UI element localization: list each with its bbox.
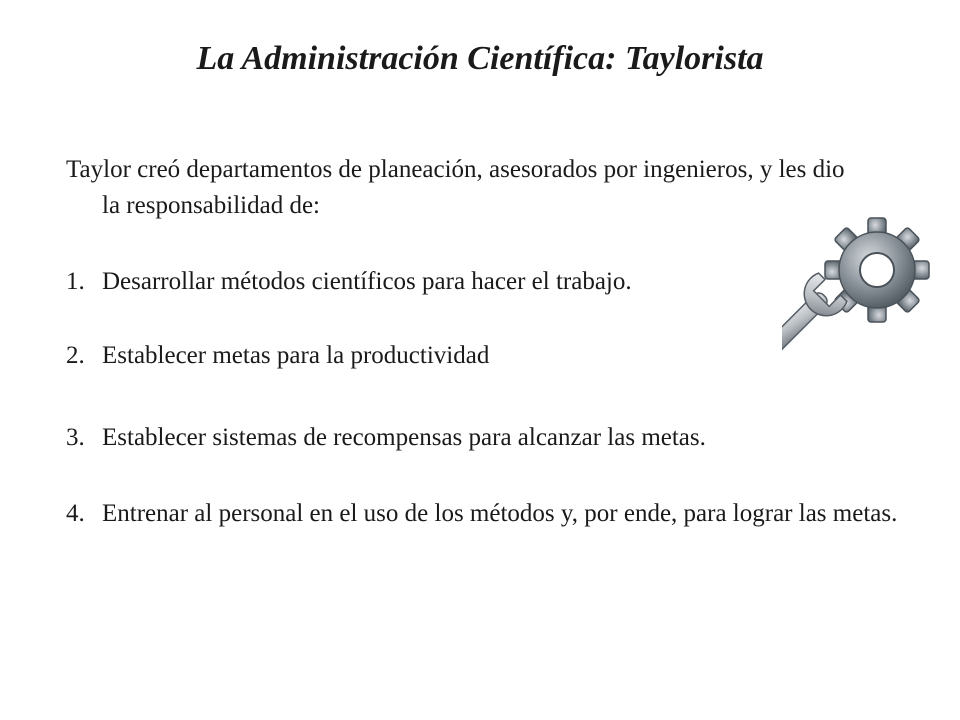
gear-wrench-icon: [782, 208, 932, 358]
wrench-icon: [782, 272, 848, 358]
list-item: [66, 496, 926, 532]
list-text: Establecer metas para la productividad: [102, 342, 490, 369]
list-number: 2.: [66, 342, 85, 369]
list-text: Entrenar al personal en el uso de los métodos y, por ende, para lograr las metas.: [102, 500, 898, 527]
list-number: 1.: [66, 268, 85, 295]
slide-title: La Administración Científica: Taylorista: [196, 40, 764, 77]
list-number: 4.: [66, 500, 85, 527]
list-text: Establecer sistemas de recompensas para alcanzar las metas.: [102, 424, 706, 451]
intro-paragraph: Taylor creó departamentos de planeación, asesorados por ingenieros, y les dio la responsabilidad de:: [66, 156, 845, 219]
list-number: 3.: [66, 424, 85, 451]
list-text: Desarrollar métodos científicos para hacer el trabajo.: [102, 268, 632, 295]
list-item: [66, 420, 926, 456]
